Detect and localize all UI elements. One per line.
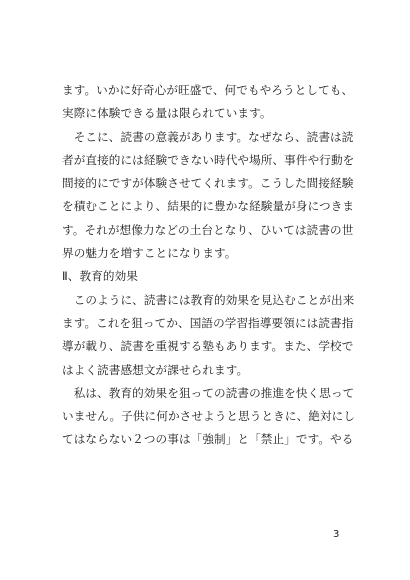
text-line: 者が直接的には経験できない時代や場所、事件や行動を <box>62 152 355 167</box>
text-line: を積むことにより、結果的に豊かな経験量が身につきま <box>62 199 355 214</box>
text-line: このように、読書には教育的効果を見込むことが出来 <box>62 292 355 307</box>
body-text <box>62 79 356 452</box>
text-line: ます。いかに好奇心が旺盛で、何でもやろうとしても、 <box>62 83 354 97</box>
text-line: 間接的にですが体験させてくれます。こうした間接経験 <box>62 176 354 191</box>
text-line: 導が載り、読書を重視する塾もあります。また、学校で <box>62 339 354 354</box>
text-line: 界の魅力を増すことになります。 <box>62 246 237 261</box>
section-heading: Ⅱ、教育的効果 <box>62 269 138 284</box>
text-line: そこに、読書の意義があります。なぜなら、読書は読 <box>62 129 354 144</box>
text-line: ます。これを狙ってか、国語の学習指導要領には読書指 <box>62 315 354 330</box>
text-line: 私は、教育的効果を狙っての読書の推進を快く思って <box>62 385 355 400</box>
text-line: はよく読書感想文が課せられます。 <box>62 362 249 377</box>
text-line: てはならない２つの事は「強制」と「禁止」です。やる <box>62 432 354 447</box>
page-number: 3 <box>333 529 340 540</box>
text-line: いません。子供に何かさせようと思うときに、絶対にし <box>62 409 356 424</box>
text-line: す。それが想像力などの土台となり、ひいては読書の世 <box>62 222 354 237</box>
text-line: 実際に体験できる量は限られています。 <box>62 106 272 121</box>
